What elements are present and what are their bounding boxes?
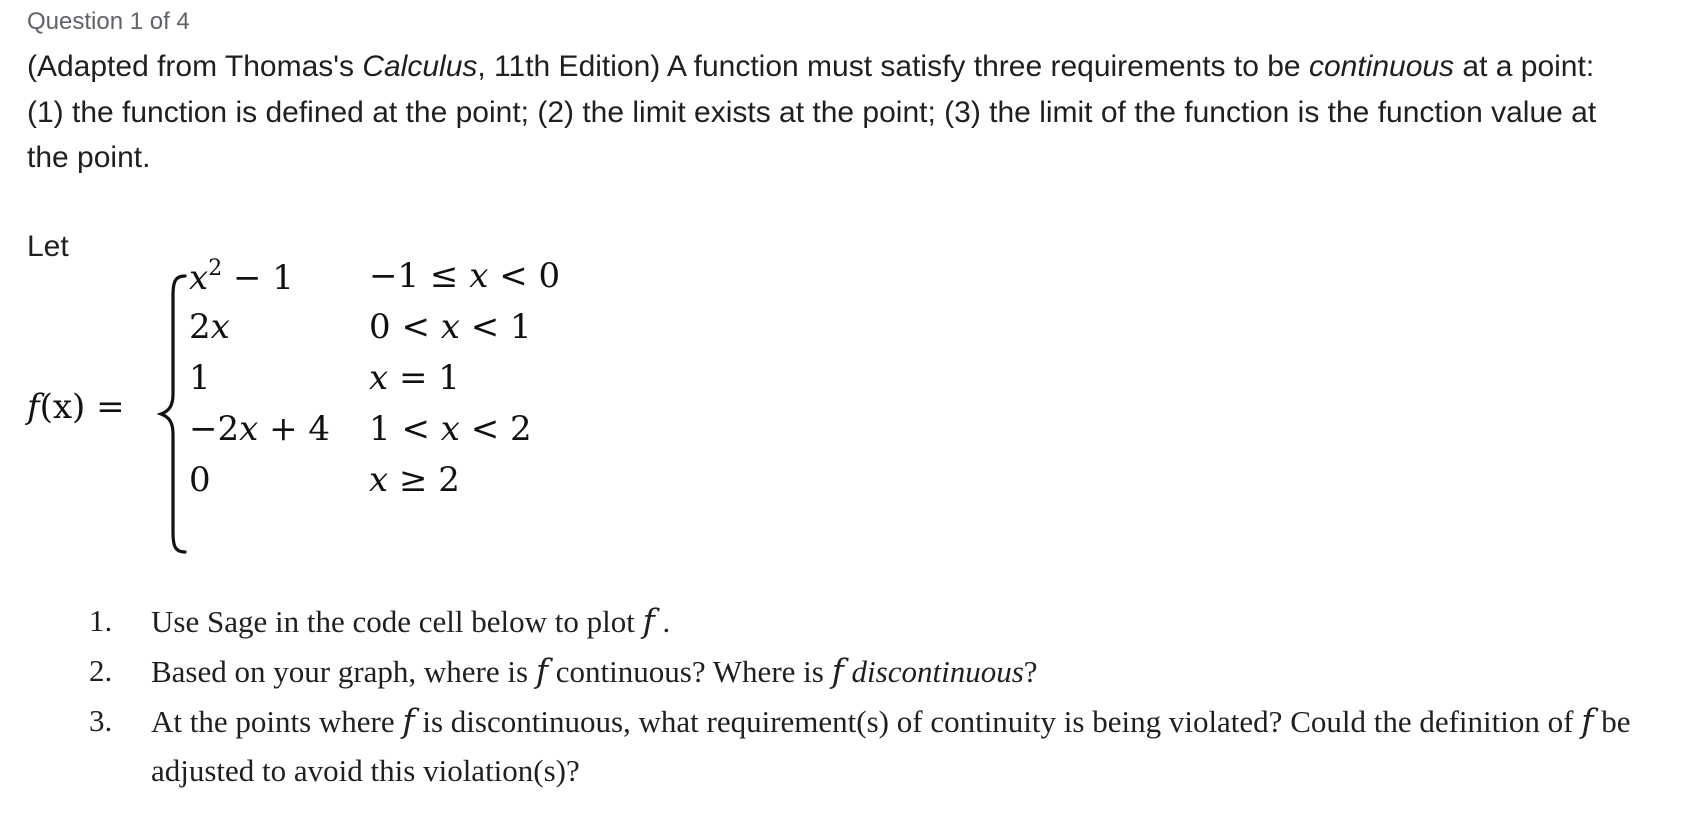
intro-text-2: , 11th Edition) A function must satisfy three requirements to be <box>477 50 1309 83</box>
piece-expression: 0 <box>189 460 211 500</box>
intro-paragraph <box>27 44 1637 181</box>
intro-book-title: Calculus <box>362 50 478 83</box>
lhs-rest: (x) = <box>39 387 125 427</box>
list-item: 1. Use Sage in the code cell below to plot f . <box>89 596 1649 646</box>
intro-text-3: at a point: (1) the function is defined at the point; (2) the limit exists at the point; (3) the limit of the function is the function value at the point. <box>27 50 1597 174</box>
question-counter: Question 1 of 4 <box>27 8 190 35</box>
piece-expression: $x^2 - 1$ <box>189 256 294 298</box>
lhs-function-name: f <box>27 387 40 427</box>
equation-lhs <box>27 387 125 427</box>
list-item: 2. Based on your graph, where is f continuous? Where is f discontinuous? <box>89 646 1649 696</box>
item-number: 3. <box>89 703 113 738</box>
item-number: 1. <box>89 603 113 638</box>
piece-condition: 0 < x < 1 <box>369 307 532 347</box>
let-label: Let <box>27 230 69 263</box>
intro-text-1: (Adapted from Thomas's <box>27 50 363 83</box>
math-f: f <box>402 701 415 740</box>
piece-expression: −2x + 4 <box>189 409 331 449</box>
math-f: f <box>642 601 655 640</box>
piece-expression: 1 <box>189 358 211 398</box>
piece-condition: −1 ≤ x < 0 <box>369 256 561 296</box>
list-item: 3. At the points where f is discontinuous, what requirement(s) of continuity is being violated? Could the definition of f be adjusted to avoid this violation(s)? <box>89 696 1649 795</box>
math-f: f <box>831 651 844 690</box>
math-f: f <box>535 651 549 690</box>
emphasis-discontinuous: discontinuous <box>843 654 1024 689</box>
piece-condition: 1 < x < 2 <box>369 409 532 449</box>
math-f: f <box>1581 701 1594 740</box>
piece-expression: 2x <box>189 307 230 347</box>
piecewise-equation <box>27 256 727 555</box>
piece-condition: x ≥ 2 <box>369 460 460 500</box>
question-list <box>89 596 1649 795</box>
intro-emphasis-continuous: continuous <box>1308 50 1455 83</box>
item-number: 2. <box>89 653 113 688</box>
piece-condition: x = 1 <box>369 358 460 398</box>
